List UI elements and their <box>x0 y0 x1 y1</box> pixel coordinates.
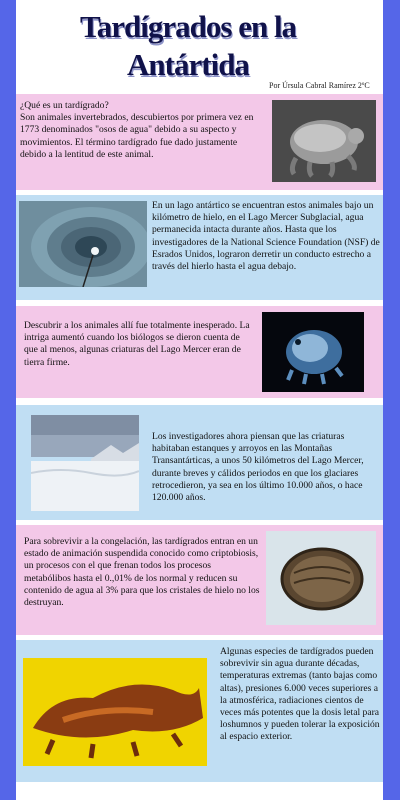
cryptobiosis-tun-image <box>266 531 376 625</box>
section-what-is-tardigrade <box>16 94 383 190</box>
section-transantarctic <box>16 405 383 520</box>
author-byline: Por Úrsula Cabral Ramírez 2ºC <box>269 81 370 90</box>
antarctic-landscape-image <box>31 415 139 511</box>
poster-header <box>16 0 383 92</box>
section-discovery <box>16 306 383 398</box>
poster-title <box>38 8 338 84</box>
section-text: Descubrir a los animales allí fue totalmente inesperado. La intriga aumentó cuando los biólogos se dieron cuenta de que al menos, algunas criaturas del Lago Mercer eran de tierra firme. <box>24 320 250 368</box>
section-survival <box>16 640 383 782</box>
title-line-2: Antártida <box>127 47 249 82</box>
blue-tardigrade-image <box>262 312 364 392</box>
infographic-poster <box>16 0 383 800</box>
title-line-1: Tardígrados en la <box>79 9 297 44</box>
section-text: ¿Qué es un tardígrado? Son animales invertebrados, descubiertos por primera vez en 1773 denominados "osos de agua" debido a su aspecto y movimientos. El término tardígrado fue dado justamente debido a la lentitud de este animal. <box>20 100 254 160</box>
section-cryptobiosis <box>16 525 383 635</box>
section-text: En un lago antártico se encuentran estos animales bajo un kilómetro de hielo, en el Lago Mercer Subglacial, agua permanecida intacta durante años. Hasta que los investigadores de la National Science Foundation (NSF) de Esrados Unidos, lograron derretir un conducto estrecho a través del hierlo hasta el agua debajo. <box>152 200 380 273</box>
section-text: Los investigadores ahora piensan que las criaturas habitaban estanques y arroyos en las Montañas Transantárticas, a unos 50 kilómetros del Lago Mercer, durante breves y cálidos periodos en que los glaciares retrocedieron, ya sea en los último 10.000 años, o hace 120.000 años. <box>152 431 364 504</box>
amber-tardigrade-image <box>23 658 207 766</box>
section-text: Algunas especies de tardígrados pueden sobrevivir sin agua durante décadas, temperaturas extremas (tanto bajas como altas), presiones 6.000 veces superiores a la atmosférica, radiaciones cientos de veces más potentes que la dosis letal para loshumnos y pueden tolerar la exposición al espacio exterior. <box>220 646 380 743</box>
ice-borehole-image <box>19 201 147 287</box>
tardigrade-micrograph-image <box>272 100 376 182</box>
section-lake-mercer <box>16 195 383 300</box>
section-text: Para sobrevivir a la congelación, las tardígrados entran en un estado de animación suspendida conocido como criptobiosis, un procesos con el que frenan todos los procesos metabólibos hasta el 0.,01% de los normal y reducen su contenido de agua al 3% para que los cristales de hielo no los destruyan. <box>24 536 260 609</box>
